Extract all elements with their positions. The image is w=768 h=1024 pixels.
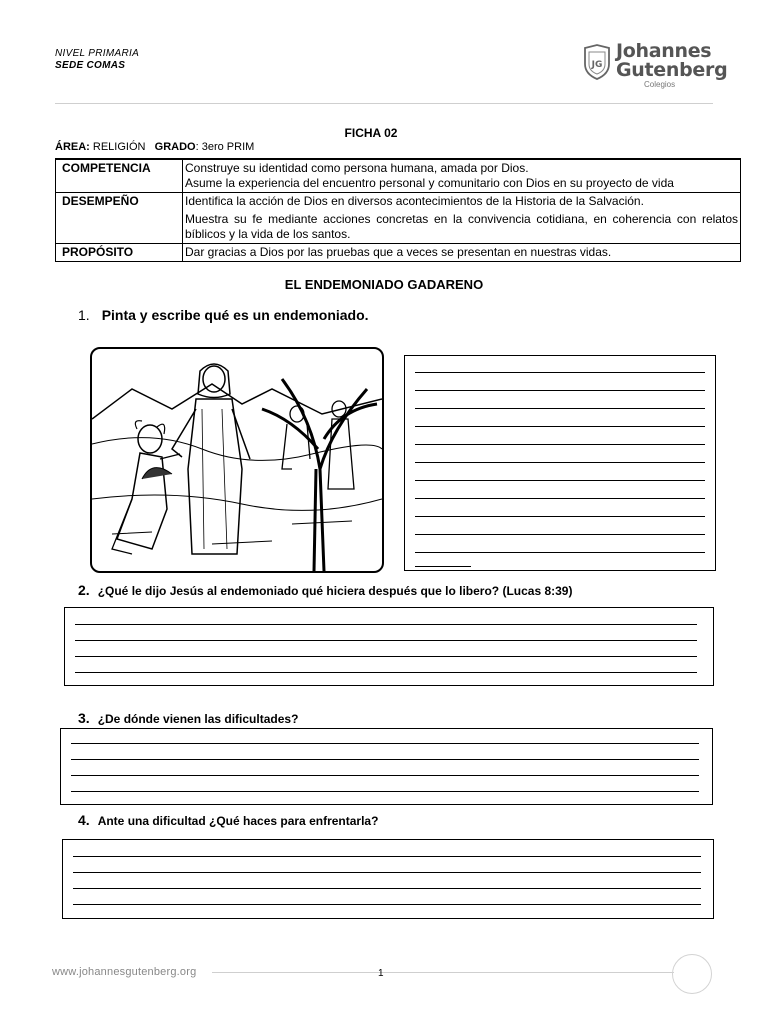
area-grade-line: ÁREA: RELIGIÓN GRADO: 3ero PRIM (55, 141, 255, 153)
question-4: 4. Ante una dificultad ¿Qué haces para enfrentarla? (78, 812, 379, 828)
proposito-label: PROPÓSITO (56, 244, 183, 262)
competencia-label: COMPETENCIA (56, 159, 183, 193)
question-3: 3. ¿De dónde vienen las dificultades? (78, 710, 299, 726)
answer-line (415, 372, 705, 373)
question-1: 1. Pinta y escribe qué es un endemoniado. (78, 307, 369, 323)
section-title: EL ENDEMONIADO GADARENO (284, 277, 484, 292)
site-text: SEDE COMAS (55, 60, 126, 71)
logo-wordmark: Johannes Gutenberg (616, 40, 728, 81)
answer-line (415, 444, 705, 445)
shield-icon (582, 44, 612, 80)
desempeno-label: DESEMPEÑO (56, 193, 183, 244)
ficha-title: FICHA 02 (344, 126, 398, 140)
desempeno-value: Identifica la acción de Dios en diversos acontecimientos de la Historia de la Salvación. Muestra su fe mediante acciones concretas en la convivencia cotidiana, en coherencia con relatos bíblicos y la vida de los santos. (183, 193, 741, 244)
circle-decoration-icon (672, 954, 712, 994)
footer-divider (212, 972, 674, 973)
header-divider (55, 103, 713, 104)
footer-url[interactable]: www.johannesgutenberg.org (52, 966, 197, 978)
table-row (56, 159, 741, 193)
answer-line (73, 888, 701, 889)
answer-line (415, 566, 471, 567)
answer-line (415, 462, 705, 463)
answer-line (71, 743, 699, 744)
answer-line (71, 759, 699, 760)
school-logo (582, 40, 728, 90)
answer-line (73, 904, 701, 905)
answer-box-3[interactable] (60, 728, 713, 805)
competencia-value: Construye su identidad como persona humana, amada por Dios. Asume la experiencia del encuentro personal y comunitario con Dios en su proyecto de vida (183, 159, 741, 193)
svg-text:JG: JG (591, 60, 603, 70)
answer-line (71, 775, 699, 776)
illustration-jesus-demoniac (90, 347, 384, 573)
answer-line (415, 498, 705, 499)
answer-line (73, 872, 701, 873)
answer-box-1[interactable] (404, 355, 716, 571)
answer-line (71, 791, 699, 792)
answer-box-2[interactable] (64, 607, 714, 686)
answer-line (415, 516, 705, 517)
answer-line (75, 640, 697, 641)
answer-line (73, 856, 701, 857)
answer-line (75, 656, 697, 657)
table-row (56, 244, 741, 262)
table-row (56, 193, 741, 244)
page-number: 1 (378, 968, 384, 979)
answer-line (415, 408, 705, 409)
proposito-value: Dar gracias a Dios por las pruebas que a veces se presentan en nuestras vidas. (183, 244, 741, 262)
answer-line (415, 534, 705, 535)
question-2: 2. ¿Qué le dijo Jesús al endemoniado qué hiciera después que lo libero? (Lucas 8:39) (78, 582, 573, 598)
answer-line (415, 480, 705, 481)
answer-line (415, 552, 705, 553)
answer-line (75, 672, 697, 673)
answer-line (415, 390, 705, 391)
answer-box-4[interactable] (62, 839, 714, 919)
header-level (55, 48, 139, 72)
answer-line (415, 426, 705, 427)
competency-table (55, 158, 741, 262)
logo-subtitle: Colegios (644, 80, 676, 89)
level-text: NIVEL PRIMARIA (55, 48, 140, 59)
answer-line (75, 624, 697, 625)
